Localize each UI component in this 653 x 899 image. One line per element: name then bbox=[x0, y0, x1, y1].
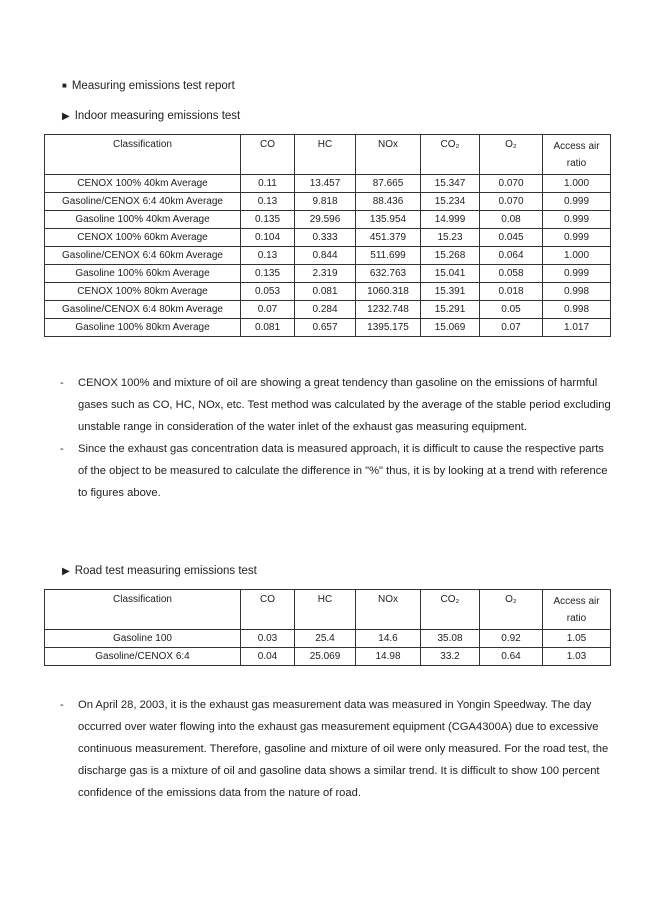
note-item bbox=[60, 694, 616, 804]
value-cell: 0.081 bbox=[295, 283, 356, 301]
value-cell: 15.069 bbox=[421, 319, 480, 337]
value-cell: 0.018 bbox=[480, 283, 543, 301]
header-nox: NOx bbox=[356, 590, 421, 630]
value-cell: 451.379 bbox=[356, 229, 421, 247]
note-item bbox=[60, 438, 616, 504]
value-cell: 87.665 bbox=[356, 175, 421, 193]
value-cell: 0.11 bbox=[241, 175, 295, 193]
value-cell: 14.999 bbox=[421, 211, 480, 229]
value-cell: 15.23 bbox=[421, 229, 480, 247]
header-hc: HC bbox=[295, 135, 356, 175]
value-cell: 1232.748 bbox=[356, 301, 421, 319]
value-cell: 0.999 bbox=[543, 211, 611, 229]
value-cell: 35.08 bbox=[421, 630, 480, 648]
value-cell: 15.234 bbox=[421, 193, 480, 211]
header-access-air-ratio: Access air ratio bbox=[543, 590, 611, 630]
header-co: CO bbox=[241, 135, 295, 175]
row-classification-cell: CENOX 100% 60km Average bbox=[45, 229, 241, 247]
note-item bbox=[60, 372, 616, 438]
table-row bbox=[45, 229, 611, 247]
row-classification-cell: CENOX 100% 40km Average bbox=[45, 175, 241, 193]
value-cell: 0.333 bbox=[295, 229, 356, 247]
header-nox: NOx bbox=[356, 135, 421, 175]
row-classification-cell: Gasoline 100% 40km Average bbox=[45, 211, 241, 229]
value-cell: 1.000 bbox=[543, 247, 611, 265]
value-cell: 1.03 bbox=[543, 648, 611, 666]
table-header-row bbox=[45, 590, 611, 630]
header-co2: CO₂ bbox=[421, 135, 480, 175]
table-row bbox=[45, 265, 611, 283]
note-text: CENOX 100% and mixture of oil are showing a great tendency than gasoline on the emissions of harmful gases such as CO, HC, NOx, etc. Test method was calculated by the average of the stable period excluding unstable range in consideration of the water inlet of the exhaust gas measuring equipment. bbox=[78, 377, 611, 433]
value-cell: 0.03 bbox=[241, 630, 295, 648]
value-cell: 2.319 bbox=[295, 265, 356, 283]
table-row bbox=[45, 648, 611, 666]
value-cell: 0.135 bbox=[241, 265, 295, 283]
value-cell: 0.104 bbox=[241, 229, 295, 247]
value-cell: 1.000 bbox=[543, 175, 611, 193]
header-o2: O₂ bbox=[480, 135, 543, 175]
table-header-row bbox=[45, 135, 611, 175]
value-cell: 15.347 bbox=[421, 175, 480, 193]
value-cell: 13.457 bbox=[295, 175, 356, 193]
value-cell: 0.053 bbox=[241, 283, 295, 301]
table-row bbox=[45, 211, 611, 229]
value-cell: 632.763 bbox=[356, 265, 421, 283]
value-cell: 15.391 bbox=[421, 283, 480, 301]
value-cell: 25.4 bbox=[295, 630, 356, 648]
value-cell: 0.04 bbox=[241, 648, 295, 666]
table-row bbox=[45, 319, 611, 337]
value-cell: 33.2 bbox=[421, 648, 480, 666]
value-cell: 0.284 bbox=[295, 301, 356, 319]
row-classification-cell: Gasoline 100% 60km Average bbox=[45, 265, 241, 283]
value-cell: 88.436 bbox=[356, 193, 421, 211]
triangle-bullet-icon: ▶ bbox=[62, 111, 70, 122]
value-cell: 0.999 bbox=[543, 265, 611, 283]
value-cell: 25.069 bbox=[295, 648, 356, 666]
header-classification: Classification bbox=[45, 590, 241, 630]
value-cell: 0.07 bbox=[480, 319, 543, 337]
value-cell: 0.999 bbox=[543, 193, 611, 211]
value-cell: 15.041 bbox=[421, 265, 480, 283]
row-classification-cell: Gasoline/CENOX 6:4 40km Average bbox=[45, 193, 241, 211]
table-row bbox=[45, 630, 611, 648]
value-cell: 0.999 bbox=[543, 229, 611, 247]
value-cell: 0.13 bbox=[241, 193, 295, 211]
value-cell: 29.596 bbox=[295, 211, 356, 229]
value-cell: 14.98 bbox=[356, 648, 421, 666]
triangle-bullet-icon: ▶ bbox=[62, 566, 70, 577]
value-cell: 0.07 bbox=[241, 301, 295, 319]
value-cell: 1395.175 bbox=[356, 319, 421, 337]
header-o2: O₂ bbox=[480, 590, 543, 630]
header-co2: CO₂ bbox=[421, 590, 480, 630]
value-cell: 14.6 bbox=[356, 630, 421, 648]
table-row bbox=[45, 175, 611, 193]
header-co: CO bbox=[241, 590, 295, 630]
value-cell: 15.268 bbox=[421, 247, 480, 265]
value-cell: 0.064 bbox=[480, 247, 543, 265]
header-hc: HC bbox=[295, 590, 356, 630]
value-cell: 1.017 bbox=[543, 319, 611, 337]
value-cell: 0.657 bbox=[295, 319, 356, 337]
square-bullet-icon: ■ bbox=[62, 81, 67, 90]
value-cell: 1.05 bbox=[543, 630, 611, 648]
table-row bbox=[45, 301, 611, 319]
table-row bbox=[45, 247, 611, 265]
value-cell: 1060.318 bbox=[356, 283, 421, 301]
note-text: Since the exhaust gas concentration data is measured approach, it is difficult to cause the respective parts of the object to be measured to calculate the difference in "%" thus, it is by looking at a trend with reference to figures above. bbox=[78, 443, 608, 499]
road-emissions-table bbox=[44, 589, 611, 666]
dash-bullet-icon: - bbox=[60, 443, 64, 455]
road-section-heading: ▶ Road test measuring emissions test bbox=[62, 565, 257, 577]
value-cell: 0.070 bbox=[480, 193, 543, 211]
report-title: ■ Measuring emissions test report bbox=[62, 80, 235, 92]
note-text: On April 28, 2003, it is the exhaust gas measurement data was measured in Yongin Speedway. The day occurred over water flowing into the exhaust gas measurement equipment (CGA4300A) due to excessive continuous measurement. Therefore, gasoline and mixture of oil were only measured. For the road test, the discharge gas is a mixture of oil and gasoline data shows a similar trend. It is difficult to show 100 percent confidence of the emissions data from the nature of road. bbox=[78, 699, 609, 799]
value-cell: 0.844 bbox=[295, 247, 356, 265]
header-classification: Classification bbox=[45, 135, 241, 175]
value-cell: 0.998 bbox=[543, 283, 611, 301]
dash-bullet-icon: - bbox=[60, 377, 64, 389]
value-cell: 0.64 bbox=[480, 648, 543, 666]
indoor-emissions-table bbox=[44, 134, 611, 337]
value-cell: 0.13 bbox=[241, 247, 295, 265]
value-cell: 0.045 bbox=[480, 229, 543, 247]
table-row bbox=[45, 193, 611, 211]
row-classification-cell: Gasoline/CENOX 6:4 60km Average bbox=[45, 247, 241, 265]
value-cell: 0.070 bbox=[480, 175, 543, 193]
value-cell: 0.05 bbox=[480, 301, 543, 319]
value-cell: 9.818 bbox=[295, 193, 356, 211]
row-classification-cell: Gasoline/CENOX 6:4 80km Average bbox=[45, 301, 241, 319]
row-classification-cell: Gasoline 100% 80km Average bbox=[45, 319, 241, 337]
value-cell: 135.954 bbox=[356, 211, 421, 229]
row-classification-cell: Gasoline/CENOX 6:4 bbox=[45, 648, 241, 666]
value-cell: 0.135 bbox=[241, 211, 295, 229]
indoor-notes bbox=[60, 372, 616, 504]
dash-bullet-icon: - bbox=[60, 699, 64, 711]
road-notes bbox=[60, 694, 616, 804]
header-access-air-ratio: Access air ratio bbox=[543, 135, 611, 175]
value-cell: 0.08 bbox=[480, 211, 543, 229]
value-cell: 511.699 bbox=[356, 247, 421, 265]
table-row bbox=[45, 283, 611, 301]
row-classification-cell: Gasoline 100 bbox=[45, 630, 241, 648]
value-cell: 0.92 bbox=[480, 630, 543, 648]
value-cell: 0.081 bbox=[241, 319, 295, 337]
row-classification-cell: CENOX 100% 80km Average bbox=[45, 283, 241, 301]
indoor-section-heading: ▶ Indoor measuring emissions test bbox=[62, 110, 241, 122]
value-cell: 15.291 bbox=[421, 301, 480, 319]
value-cell: 0.058 bbox=[480, 265, 543, 283]
value-cell: 0.998 bbox=[543, 301, 611, 319]
